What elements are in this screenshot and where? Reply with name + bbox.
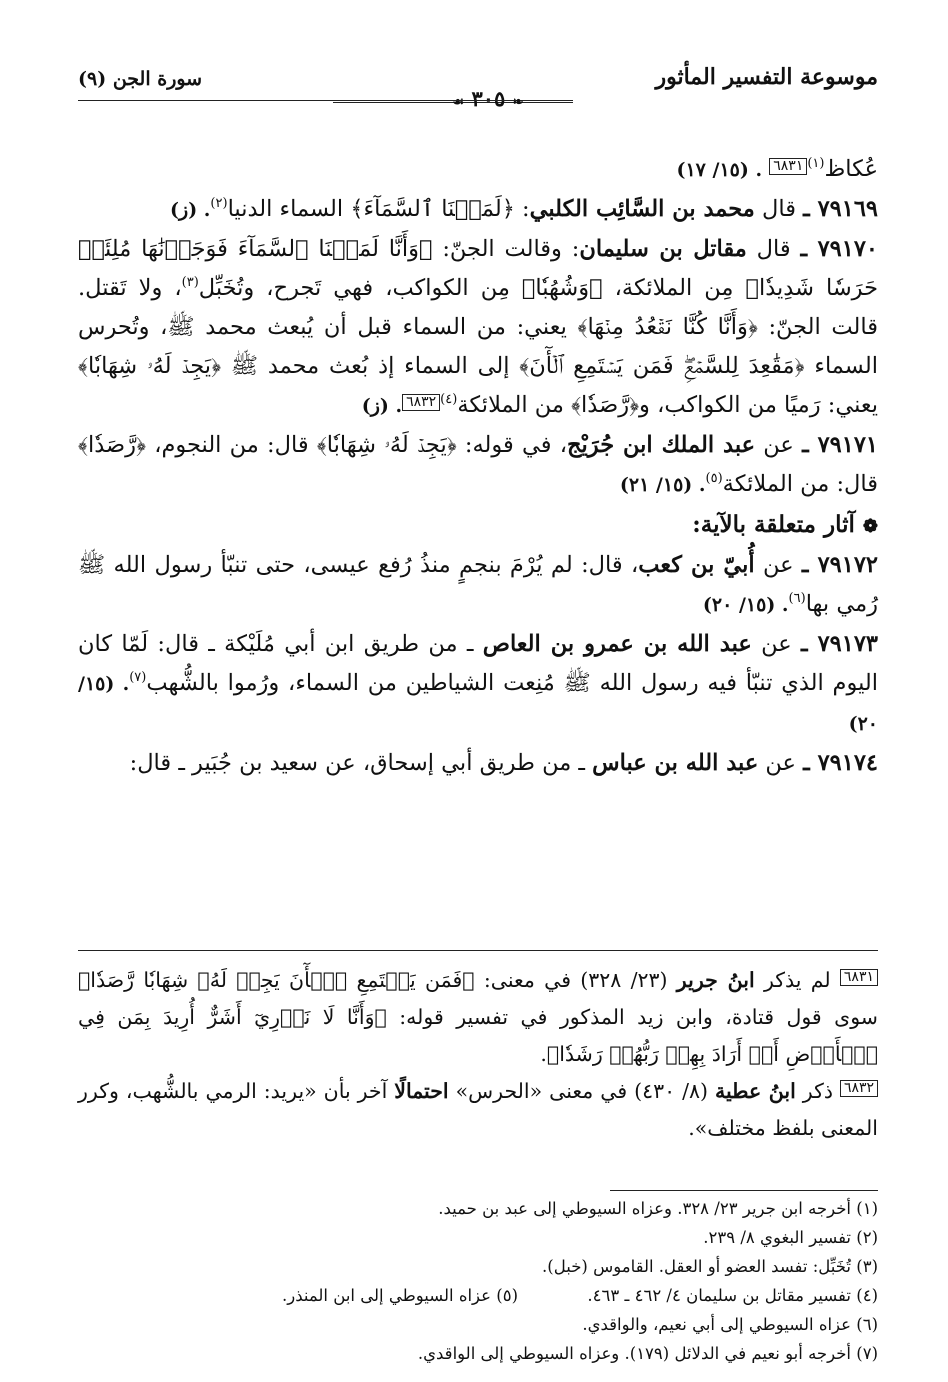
narrator-name: مقاتل بن سليمان [579,236,747,262]
reference: . (ز) [170,199,211,221]
footnote-marker[interactable]: (٣) [181,275,199,290]
entry-number: ٧٩١٧١ ـ [802,432,878,458]
athar-entry: ٧٩١٧١ ـ عن عبد الملك ابن جُرَيْج، في قوله: ﴿يَجِدۡ لَهُۥ شِهَابٗا﴾ قال: من النجوم، ﴿رَّصَدٗا﴾ قال: من الملائكة$^{(٥)}$. (١٥/ ٢١) [78,432,878,497]
narrator-name: عبد الملك ابن جُرَيْج [567,432,756,458]
ornament-icon: ☙ [452,95,465,110]
author-name: ابنُ عطية [714,1079,796,1103]
footnote: (٦) عزاه السيوطي إلى أبي نعيم، والواقدي. [582,1315,878,1334]
entry-number: ٧٩١٧٠ ـ [800,236,878,262]
athar-entry: ٧٩١٧٢ ـ عن أُبيّ بن كعب، قال: لم يُرْمَ بنجمٍ منذُ رُفع عيسى، حتى تنبّأ رسول الله ﷺ رُمي بها$^{(٦)}$. (١٥/ ٢٠) [78,552,878,617]
emphasis: احتمالًا [394,1079,449,1103]
footnote-marker[interactable]: (١) [807,156,825,171]
paragraph-continuation: عُكاظ$^{(١)}$٦٨٣١ . (١٥/ ١٧) [676,156,878,182]
footnote: (٥) عزاه السيوطي إلى ابن المنذر. [282,1286,518,1305]
book-title: موسوعة التفسير المأثور [655,64,878,90]
athar-entry: ٧٩١٧٤ ـ عن عبد الله بن عباس ـ من طريق أبي إسحاق، عن سعيد بن جُبَير ـ قال: [129,750,878,776]
header-rule-left [78,100,516,101]
author-name: ابنُ جرير [676,968,755,992]
entry-number: ٧٩١٧٢ ـ [801,552,878,578]
footnote-separator [610,1190,878,1191]
commentary-note: ٦٨٣١ لم يذكر ابنُ جرير (٢٣/ ٣٢٨) في معنى: ﴿فَمَن يَسۡتَمِعِ ٱلۡأٓنَ يَجِدۡ لَهُۥ شِهَابٗا رَّصَدٗا﴾ سوى قول قتادة، وابن زيد المذكور في تفسير قوله: ﴿وَأَنَّا لَا نَدۡرِيٓ أَشَرٌّ أُرِيدَ بِمَن فِي ٱلۡأَرۡضِ أَمۡ أَرَادَ بِهِمۡ رَبُّهُمۡ رَشَدٗا﴾. [78,968,878,1066]
commentary-separator [78,950,878,951]
commentary-marker[interactable]: ٦٨٣٢ [402,394,440,411]
page-number: ٣٠٥ [471,86,506,111]
ornament-icon: ❧ [512,95,524,110]
page-number-block [433,86,543,111]
footnotes [78,1194,878,1368]
footnote: (١) أخرجه ابن جرير ٢٣/ ٣٢٨. وعزاه السيوطي إلى عبد بن حميد. [438,1199,878,1218]
reference: . (١٥/ ٢٠) [702,594,789,616]
entry-number: ٧٩١٧٤ ـ [803,750,878,776]
page-header [78,62,878,114]
commentary-marker: ٦٨٣١ [840,969,878,986]
commentary-marker[interactable]: ٦٨٣١ [769,158,807,175]
entry-number: ٧٩١٦٩ ـ [803,196,878,222]
narrator-name: محمد بن السَّائِب الكلبي [529,196,755,222]
entry-number: ٧٩١٧٣ ـ [800,631,878,657]
narrator-name: عبد الله بن عمرو بن العاص [482,631,752,657]
athar-entry: ٧٩١٧٠ ـ قال مقاتل بن سليمان: وقالت الجنّ: ﴿وَأَنَّا لَمَسۡنَا ٱلسَّمَآءَ فَوَجَدۡنَٰهَا مُلِئَتۡ حَرَسٗا شَدِيدٗا﴾ مِن الملائكة، ﴿وَشُهُبٗا﴾ مِن الكواكب، فهي تَجرح، وتُخَبِّل$^{(٣)}$، ولا تَقتل. قالت الجنّ: ﴿وَأَنَّا كُنَّا نَقۡعُدُ مِنۡهَا﴾ يعني: من السماء قبل أن يُبعث محمد ﷺ، وتُحرس السماء ﴿مَقَٰعِدَ لِلسَّمۡعِۖ فَمَن يَسۡتَمِعِ ٱلۡأٓنَ﴾ إلى السماء إذ بُعث محمد ﷺ ﴿يَجِدۡ لَهُۥ شِهَابٗا﴾ يعني: رَميًا من الكواكب، و﴿رَّصَدٗا﴾ من الملائكة$^{(٤)}$٦٨٣٢. (ز) [78,236,878,418]
footnote-marker[interactable]: (٦) [788,591,806,606]
reference: . (ز) [361,395,403,417]
flower-icon: ❁ [862,516,878,537]
footnote-marker[interactable]: (٧) [129,670,147,685]
commentary-marker: ٦٨٣٢ [840,1080,878,1097]
footnote: (٤) تفسير مقاتل بن سليمان ٤/ ٤٦٢ ـ ٤٦٣. [587,1286,878,1305]
footnote-row [78,1281,878,1310]
footnote: (٧) أخرجه أبو نعيم في الدلائل (١٧٩). وعزاه السيوطي إلى الواقدي. [417,1344,878,1363]
narrator-name: أُبيّ بن كعب [638,552,755,578]
surah-title: سورة الجن (٩) [78,68,203,90]
commentary-note: ٦٨٣٢ ذكر ابنُ عطية (٨/ ٤٣٠) في معنى «الحرس» احتمالًا آخر بأن «يريد: الرمي بالشُّهب، وكرر المعنى بلفظ مختلف». [78,1079,878,1140]
commentary-section [78,962,878,1147]
athar-entry: ٧٩١٧٣ ـ عن عبد الله بن عمرو بن العاص ـ من طريق ابن أبي مُلَيْكة ـ قال: لَمّا كان اليوم الذي تنبّأ فيه رسول الله ﷺ مُنِعت الشياطين من السماء، ورُموا بالشُّهب$^{(٧)}$. (١٥/ ٢٠) [78,631,878,735]
footnote-marker[interactable]: (٤) [440,392,458,407]
main-text [78,150,878,783]
footnote-marker[interactable]: (٢) [210,196,228,211]
footnote: (٣) تُخَبِّل: تفسد العضو أو العقل. القاموس (خبل). [542,1257,878,1276]
footnote: (٢) تفسير البغوي ٨/ ٢٣٩. [703,1228,878,1247]
reference: . (١٥/ ٢٠) [78,673,878,735]
reference: . (١٥/ ١٧) [676,159,763,181]
section-heading: ❁ آثار متعلقة بالآية: [692,511,878,538]
footnote-marker[interactable]: (٥) [705,471,723,486]
athar-entry: ٧٩١٦٩ ـ قال محمد بن السَّائِب الكلبي: ﴿لَمَسۡنَا ٱلسَّمَآءَ﴾ السماء الدنيا$^{(٢)}$. (ز) [170,196,878,222]
reference: . (١٥/ ٢١) [619,474,706,496]
narrator-name: عبد الله بن عباس [592,750,759,776]
page [78,62,878,1362]
